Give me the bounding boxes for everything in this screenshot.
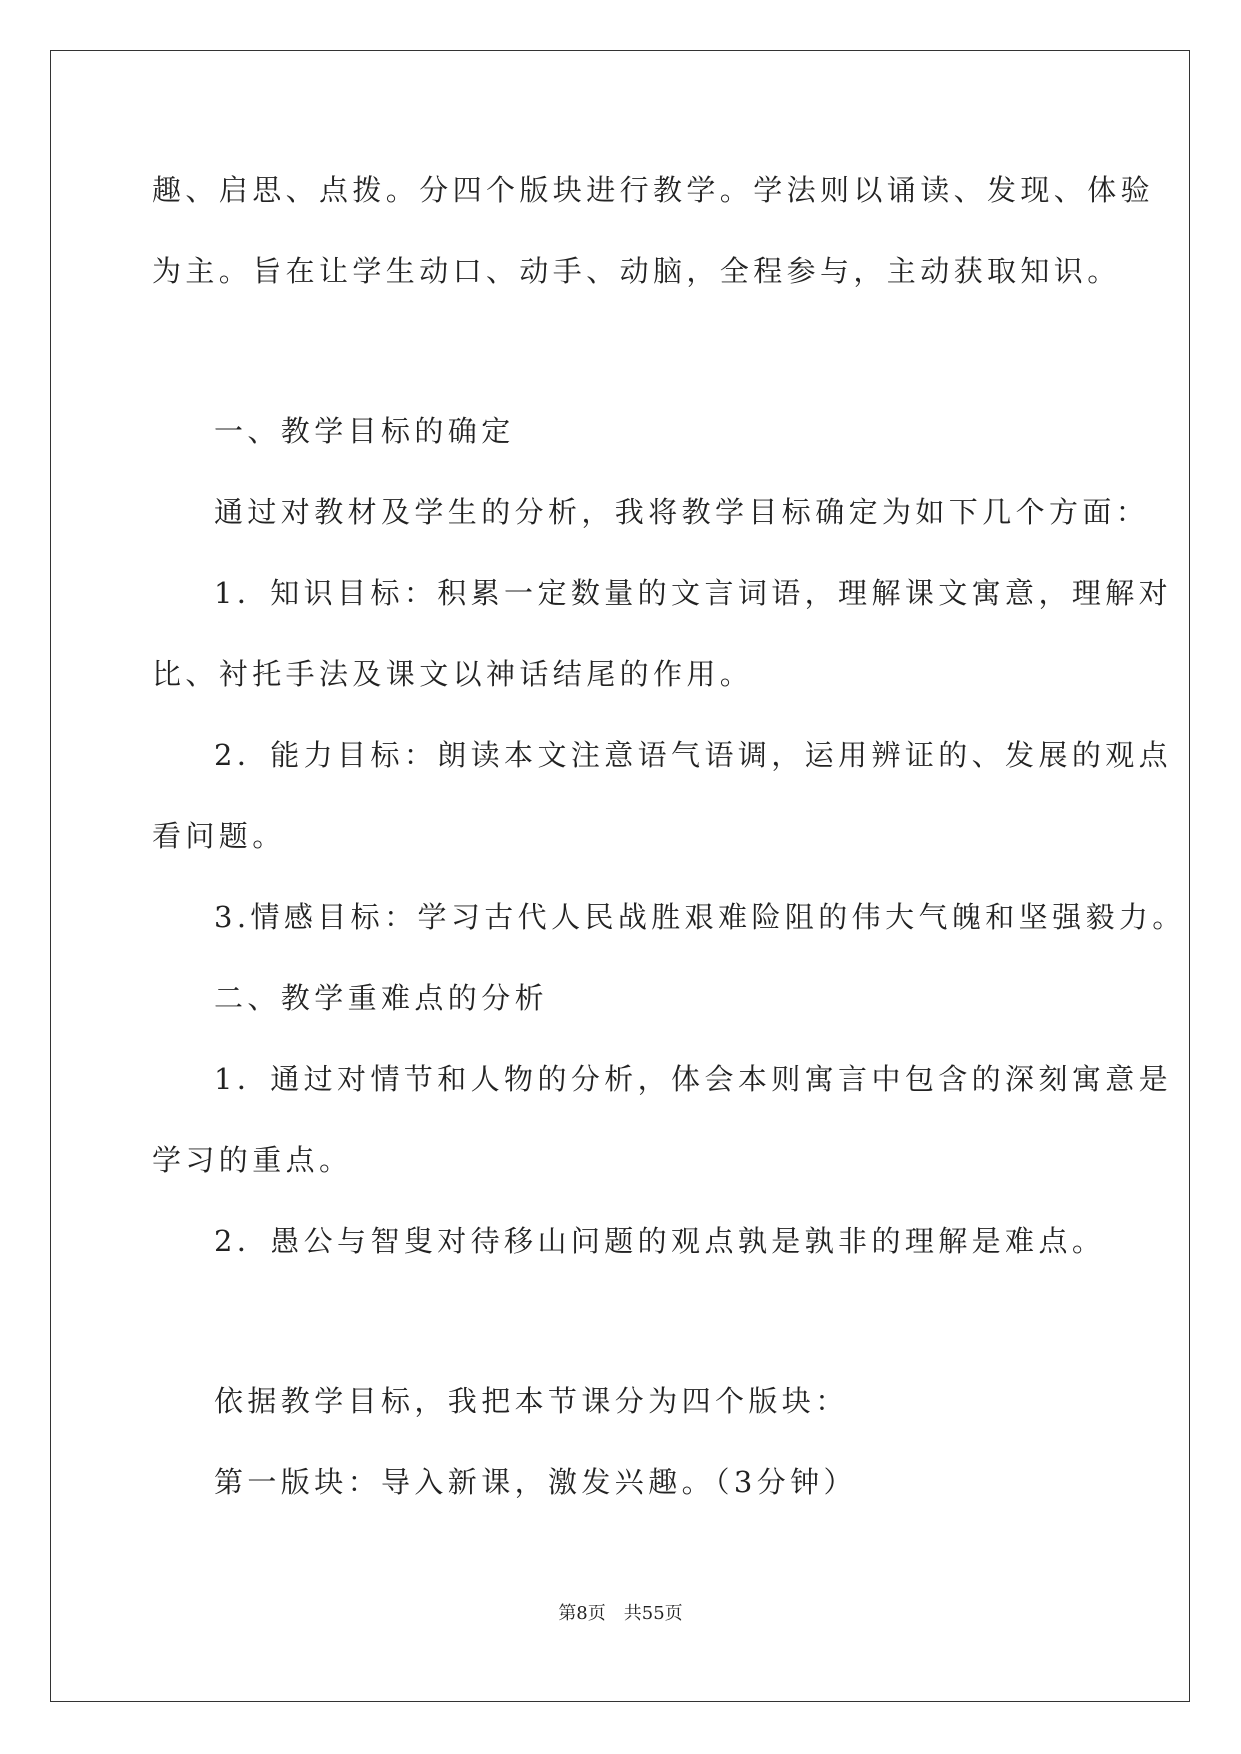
paragraph-line: 通过对教材及学生的分析，我将教学目标确定为如下几个方面：	[214, 495, 1150, 529]
page-number-footer: 第8页 共55页	[558, 1603, 683, 1624]
list-item: 3.情感目标：学习古代人民战胜艰难险阻的伟大气魄和坚强毅力。	[214, 900, 1186, 934]
paragraph-line: 比、衬托手法及课文以神话结尾的作用。	[152, 657, 754, 691]
list-item: 2．愚公与智叟对待移山问题的观点孰是孰非的理解是难点。	[214, 1224, 1106, 1258]
list-item: 2．能力目标：朗读本文注意语气语调，运用辨证的、发展的观点	[214, 738, 1173, 772]
list-item: 1．知识目标：积累一定数量的文言词语，理解课文寓意，理解对	[214, 576, 1173, 610]
list-item: 1．通过对情节和人物的分析，体会本则寓言中包含的深刻寓意是	[214, 1062, 1173, 1096]
paragraph-line: 第一版块：导入新课，激发兴趣。（3分钟）	[214, 1465, 857, 1499]
page-border	[50, 50, 1190, 1702]
paragraph-line: 趣、启思、点拨。分四个版块进行教学。学法则以诵读、发现、体验	[152, 173, 1155, 207]
section-heading: 一、教学目标的确定	[214, 414, 515, 448]
paragraph-line: 学习的重点。	[152, 1143, 353, 1177]
paragraph-line: 看问题。	[152, 819, 286, 853]
section-heading: 二、教学重难点的分析	[214, 981, 549, 1015]
paragraph-line: 依据教学目标，我把本节课分为四个版块：	[214, 1384, 849, 1418]
paragraph-line: 为主。旨在让学生动口、动手、动脑，全程参与，主动获取知识。	[152, 254, 1121, 288]
